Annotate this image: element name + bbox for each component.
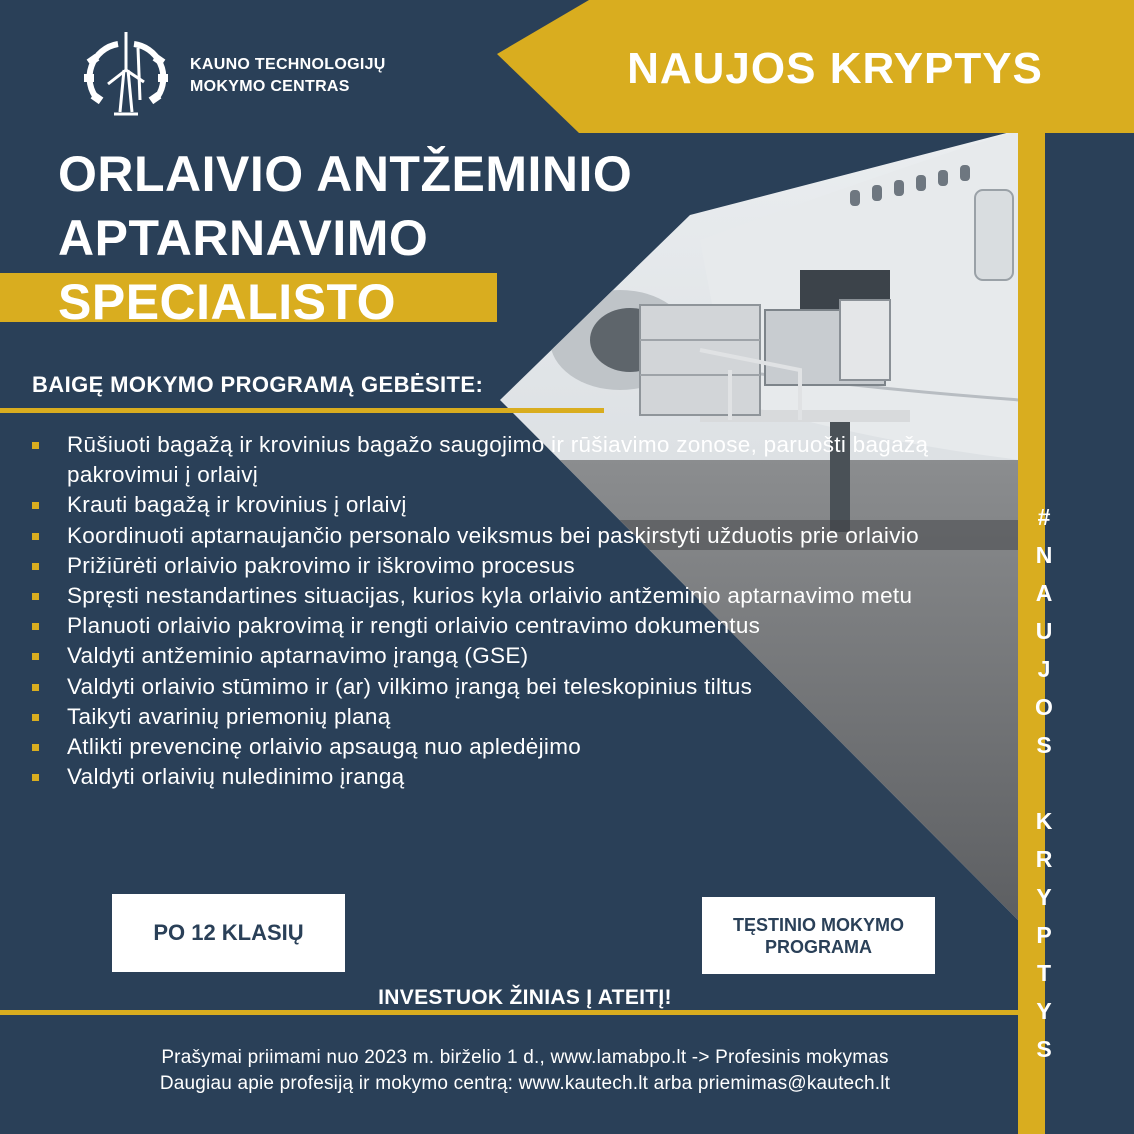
square-bullet-icon bbox=[32, 714, 39, 721]
badge-line-1: TĘSTINIO MOKYMO bbox=[733, 914, 904, 935]
gear-wind-turbine-icon bbox=[78, 30, 174, 122]
logo-line-2: MOKYMO CENTRAS bbox=[190, 78, 350, 95]
po-12-klasiu-badge: PO 12 KLASIŲ bbox=[112, 894, 345, 972]
square-bullet-icon bbox=[32, 623, 39, 630]
list-item: Rūšiuoti bagažą ir krovinius bagažo saugojimo ir rūšiavimo zonose, paruošti bagažą pakrovimui į orlaivį bbox=[30, 430, 990, 490]
square-bullet-icon bbox=[32, 533, 39, 540]
testinio-mokymo-badge bbox=[702, 897, 935, 974]
square-bullet-icon bbox=[32, 774, 39, 781]
skills-heading: BAIGĘ MOKYMO PROGRAMĄ GEBĖSITE: bbox=[32, 372, 484, 397]
list-item: Prižiūrėti orlaivio pakrovimo ir iškrovimo procesus bbox=[30, 551, 990, 581]
badge-line-2: PROGRAMA bbox=[765, 936, 872, 957]
footer-line-1: Prašymai priimami nuo 2023 m. birželio 1 d., www.lamabpo.lt -> Profesinis mokymas bbox=[161, 1047, 889, 1068]
list-item: Valdyti antžeminio aptarnavimo įrangą (GSE) bbox=[30, 641, 990, 671]
square-bullet-icon bbox=[32, 502, 39, 509]
title-line-2: APTARNAVIMO bbox=[58, 210, 429, 266]
logo-text bbox=[190, 54, 386, 98]
list-item: Spręsti nestandartines situacijas, kurios kyla orlaivio antžeminio aptarnavimo metu bbox=[30, 581, 990, 611]
list-item: Planuoti orlaivio pakrovimą ir rengti orlaivio centravimo dokumentus bbox=[30, 611, 990, 641]
list-item: Valdyti orlaivio stūmimo ir (ar) vilkimo įrangą bei teleskopinius tiltus bbox=[30, 672, 990, 702]
square-bullet-icon bbox=[32, 563, 39, 570]
square-bullet-icon bbox=[32, 684, 39, 691]
vertical-hashtag: # N A U J O S K R Y P T Y S bbox=[1035, 504, 1053, 1062]
list-item: Atlikti prevencinę orlaivio apsaugą nuo apledėjimo bbox=[30, 732, 990, 762]
skills-list bbox=[30, 430, 990, 792]
footer-info bbox=[0, 1045, 1050, 1097]
title-line-1: ORLAIVIO ANTŽEMINIO bbox=[58, 146, 633, 202]
title-line-3: SPECIALISTO bbox=[58, 274, 396, 330]
square-bullet-icon bbox=[32, 442, 39, 449]
page-title bbox=[58, 142, 632, 270]
invest-tagline: INVESTUOK ŽINIAS Į ATEITĮ! bbox=[378, 986, 672, 1009]
square-bullet-icon bbox=[32, 593, 39, 600]
list-item: Krauti bagažą ir krovinius į orlaivį bbox=[30, 490, 990, 520]
footer-line-2: Daugiau apie profesiją ir mokymo centrą: www.kautech.lt arba priemimas@kautech.lt bbox=[159, 1073, 891, 1094]
banner-label: NAUJOS KRYPTYS bbox=[627, 44, 1043, 93]
list-item: Taikyti avarinių priemonių planą bbox=[30, 702, 990, 732]
list-item: Koordinuoti aptarnaujančio personalo veiksmus bei paskirstyti užduotis prie orlaivio bbox=[30, 521, 990, 551]
tagline-underline bbox=[0, 1010, 1018, 1015]
logo-line-1: KAUNO TECHNOLOGIJŲ bbox=[190, 56, 386, 73]
list-item: Valdyti orlaivių nuledinimo įrangą bbox=[30, 762, 990, 792]
skills-heading-underline bbox=[0, 408, 604, 413]
square-bullet-icon bbox=[32, 744, 39, 751]
square-bullet-icon bbox=[32, 653, 39, 660]
